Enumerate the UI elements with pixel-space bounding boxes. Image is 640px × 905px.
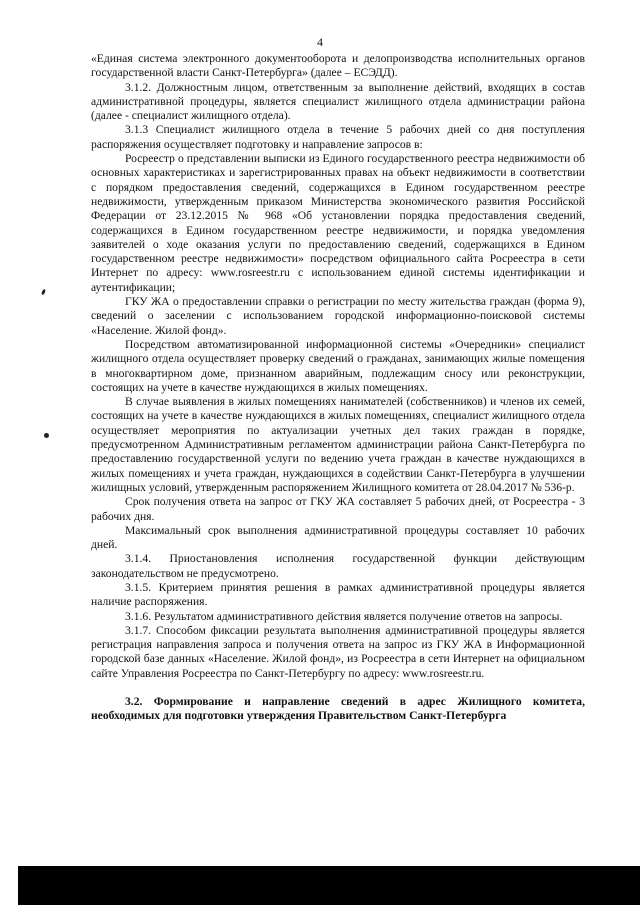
paragraph-3-1-7: 3.1.7. Способом фиксации результата выполнения административной процедуры является регистрация направления запроса и получения ответа на запрос из ГКУ ЖА в Информационной городской базе данных «Население. Жилой фонд», из Росреестра в сети Интернет на официальном сайте Управления Росреестра по Санкт-Петербургу по адресу: www.rosreestr.ru. [91, 623, 585, 680]
page-number: 4 [317, 35, 323, 49]
paragraph-tenants-update: В случае выявления в жилых помещениях нанимателей (собственников) и членов их семей, состоящих на учете в качестве нуждающихся в жилых помещениях, специалист жилищного отдела осуществляет мероприятия по актуализации учетных дел таких граждан в порядке, предусмотренном Административным регламентом администрации района Санкт-Петербурга по предоставлению государственной услуги по ведению учета граждан в качестве нуждающихся в жилых помещениях и учета граждан, нуждающихся в содействии Санкт-Петербурга в улучшении жилищных условий, утвержденным распоряжением Жилищного комитета от 28.04.2017 № 536-р. [91, 395, 585, 494]
paragraph-response-deadline: Срок получения ответа на запрос от ГКУ ЖА составляет 5 рабочих дней, от Росреестра - 3 рабочих дня. [91, 495, 585, 523]
paragraph-max-duration: Максимальный срок выполнения административной процедуры составляет 10 рабочих дней. [91, 523, 585, 552]
scan-mark [41, 289, 46, 296]
paragraph-3-1-2: 3.1.2. Должностным лицом, ответственным за выполнение действий, входящих в состав административной процедуры, является специалист жилищного отдела администрации района (далее - специалист жилищного отдела). [91, 80, 585, 123]
paragraph-ocherredniki-check: Посредством автоматизированной информационной системы «Очередники» специалист жилищного отдела осуществляет проверку сведений о гражданах, занимающих жилые помещения в многоквартирном доме, признанном аварийным, подлежащим сносу или реконструкции, состоящих на учете в качестве нуждающихся в жилых помещениях. [91, 337, 585, 394]
paragraph-rosreestr-request: Росреестр о представлении выписки из Единого государственного реестра недвижимости об основных характеристиках и зарегистрированных правах на объект недвижимости в соответствии с порядком предоставления сведений, содержащихся в Едином государственном реестре недвижимости, утвержденным приказом Министерства экономического развития Российской Федерации от 23.12.2015 № 968 «Об установлении порядка предоставления сведений, содержащихся в Едином государственном реестре недвижимости, и порядка уведомления заявителей о ходе оказания услуги по предоставлению сведений, содержащихся в Едином государственном реестре недвижимости» посредством официального сайта Росреестра в сети Интернет по адресу: www.rosreestr.ru с использованием единой системы идентификации и аутентификации; [91, 152, 585, 294]
paragraph-3-1-5: 3.1.5. Критерием принятия решения в рамках административной процедуры является наличие распоряжения. [91, 580, 585, 609]
paragraph-esedd-continuation: «Единая система электронного документооборота и делопроизводства исполнительных органов государственной власти Санкт-Петербурга» (далее – ЕСЭДД). [91, 52, 585, 80]
document-body [91, 52, 585, 724]
paragraph-3-1-4: 3.1.4. Приостановления исполнения государственной функции действующим законодательством не предусмотрено. [91, 552, 585, 580]
section-heading-3-2: 3.2. Формирование и направление сведений в адрес Жилищного комитета, необходимых для подготовки утверждения Правительством Санкт-Петербурга [91, 695, 585, 723]
paragraph-3-1-6: 3.1.6. Результатом административного действия является получение ответов на запросы. [125, 609, 563, 623]
scan-border-bar [18, 866, 640, 905]
paragraph-gku-zha-request: ГКУ ЖА о предоставлении справки о регистрации по месту жительства граждан (форма 9), сведений о заселении с использованием городской информационно-поисковой системы «Население. Жилой фонд». [91, 295, 585, 337]
scan-mark [44, 433, 49, 438]
paragraph-3-1-3: 3.1.3 Специалист жилищного отдела в течение 5 рабочих дней со дня поступления распоряжения осуществляет подготовку и направление запросов в: [91, 123, 585, 151]
